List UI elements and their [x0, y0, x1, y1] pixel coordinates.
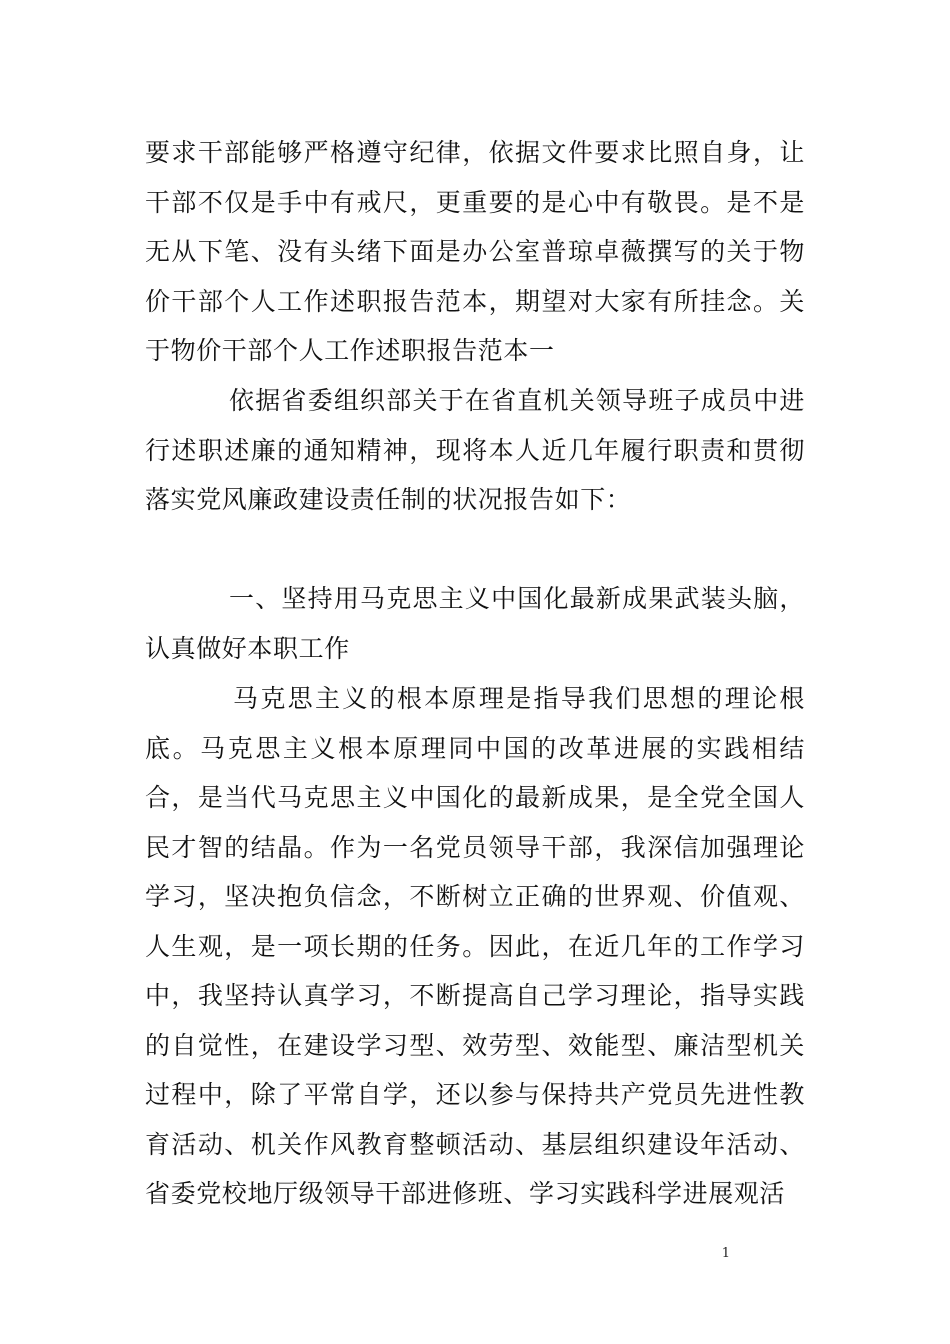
- intro-paragraph: 要求干部能够严格遵守纪律，依据文件要求比照自身，让干部不仅是手中有戒尺，更重要的是心中有敬畏。是不是无从下笔、没有头绪下面是办公室普琼卓薇撰写的关于物价干部个人工作述职报告范本，期望对大家有所挂念。关于物价干部个人工作述职报告范本一: [145, 138, 805, 365]
- body-paragraph-2: 马克思主义的根本原理是指导我们思想的理论根底。马克思主义根本原理同中国的改革进展的实践相结合，是当代马克思主义中国化的最新成果，是全党全国人民才智的结晶。作为一名党员领导干部，我深信加强理论学习，坚决抱负信念，不断树立正确的世界观、价值观、人生观，是一项长期的任务。因此，在近几年的工作学习中，我坚持认真学习，不断提高自己学习理论，指导实践的自觉性，在建设学习型、效劳型、效能型、廉洁型机关过程中，除了平常自学，还以参与保持共产党员先进性教育活动、机关作风教育整顿活动、基层组织建设年活动、省委党校地厅级领导干部进修班、学习实践科学进展观活: [145, 684, 805, 1208]
- page-number: 1: [721, 1246, 730, 1261]
- section-heading-1: 一、坚持用马克思主义中国化最新成果武装头脑，认真做好本职工作: [145, 584, 805, 663]
- body-paragraph-1: 依据省委组织部关于在省直机关领导班子成员中进行述职述廉的通知精神，现将本人近几年履行职责和贯彻落实党风廉政建设责任制的状况报告如下：: [145, 386, 805, 514]
